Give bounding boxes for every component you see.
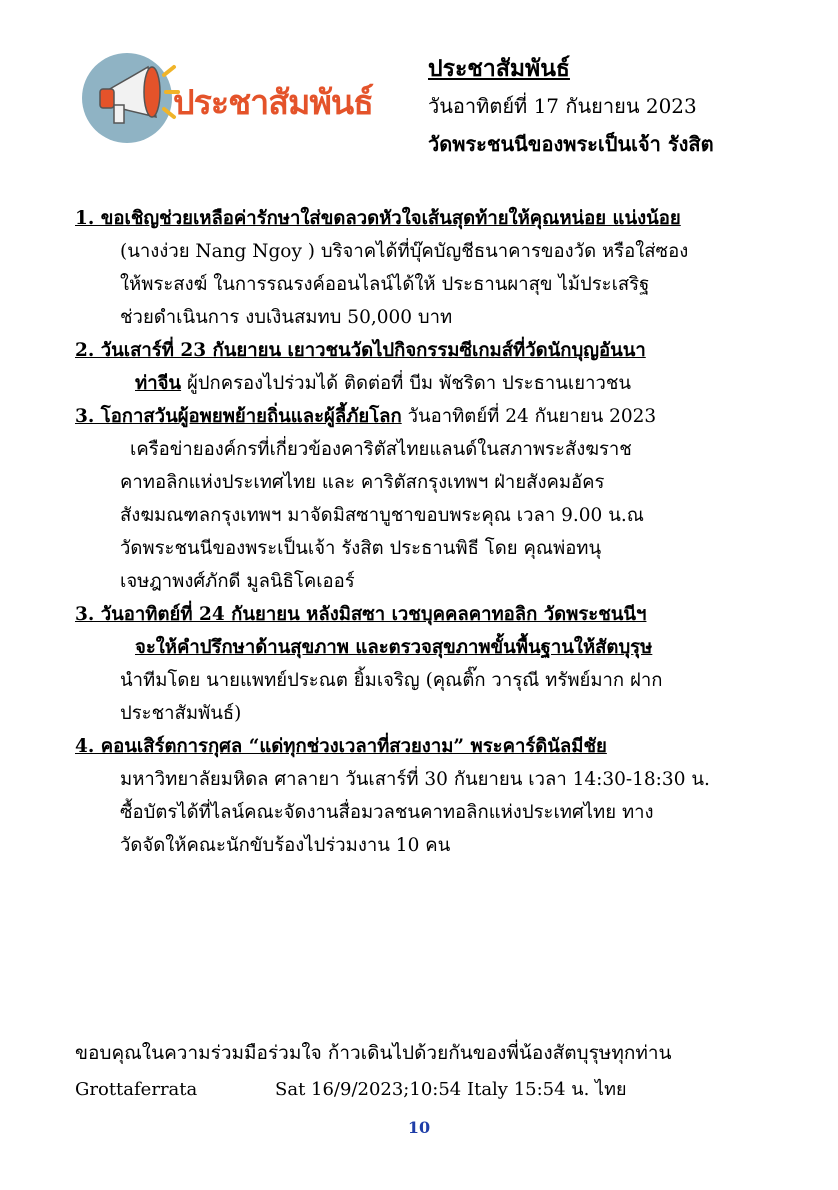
announcement-text [75,367,795,400]
announcement-text: (นางง่วย Nang Ngoy ) บริจาคได้ที่บุ๊คบัญชีธนาคารของวัด หรือใส่ซอง [120,241,689,262]
announcement-heading-line [75,400,795,433]
announcement-text: เครือข่ายองค์กรที่เกี่ยวข้องคาริตัสไทยแลนด์ในสภาพระสังฆราช [130,439,632,460]
footer-place: Grottaferrata [75,1079,198,1100]
announcement-heading: 1. ขอเชิญช่วยเหลือค่ารักษาใส่ขดลวดหัวใจเส้นสุดท้ายให้คุณหน่อย แน่งน้อย [75,208,681,229]
header [428,52,808,162]
announcement-item-2 [75,334,795,400]
announcement-heading-rest: วันอาทิตย์ที่ 24 กันยายน 2023 [401,406,657,427]
announcement-text: นำทีมโดย นายแพทย์ประณต ยิ้มเจริญ (คุณติ๊ก วารุณี ทรัพย์มาก ฝาก [120,670,663,691]
announcement-text: วัดพระชนนีของพระเป็นเจ้า รังสิต ประธานพิธี โดย คุณพ่อทนุ [120,538,602,559]
announcement-heading: 3. โอกาสวันผู้อพยพย้ายถิ่นและผู้ลี้ภัยโลก [75,406,402,427]
announcement-text-rest: ผู้ปกครองไปร่วมได้ ติดต่อที่ บีม พัชริดา ประธานเยาวชน [181,373,632,394]
header-church: วัดพระชนนีของพระเป็นเจ้า รังสิต [428,132,714,156]
announcement-heading: 3. วันอาทิตย์ที่ 24 กันยายน หลังมิสซา เวชบุคคลคาทอลิก วัดพระชนนีฯ [75,604,647,625]
footer [75,1072,627,1108]
announcement-item-5 [75,730,795,862]
megaphone-icon [78,45,188,150]
announcement-text: สังฆมณฑลกรุงเทพฯ มาจัดมิสซาบูชาขอบพระคุณ เวลา 9.00 น.ณ [120,505,644,526]
announcement-text: ช่วยดำเนินการ งบเงินสมทบ 50,000 บาท [120,307,453,328]
announcement-heading: 4. คอนเสิร์ตการกุศล “แด่ทุกช่วงเวลาที่สวยงาม” พระคาร์ดินัลมีชัย [75,736,607,757]
announcement-item-3 [75,400,795,598]
announcement-text: ประชาสัมพันธ์) [120,703,242,724]
thanks-message: ขอบคุณในความร่วมมือร่วมใจ ก้าวเดินไปด้วยกันของพี่น้องสัตบุรุษทุกท่าน [75,1042,672,1064]
announcement-heading-cont: จะให้คำปรึกษาด้านสุขภาพ และตรวจสุขภาพขั้นพื้นฐานให้สัตบุรุษ [135,637,653,658]
announcement-text: ให้พระสงฆ์ ในการรณรงค์ออนไลน์ได้ให้ ประธานผาสุข ไม้ประเสริฐ [120,274,650,295]
announcement-text: เจษฎาพงศ์ภักดี มูลนิธิโคเออร์ [120,571,355,592]
page-number: 10 [407,1118,431,1137]
announcement-text: คาทอลิกแห่งประเทศไทย และ คาริตัสกรุงเทพฯ ฝ่ายสังคมอัคร [120,472,605,493]
announcement-text: ซื้อบัตรได้ที่ไลน์คณะจัดงานสื่อมวลชนคาทอลิกแห่งประเทศไทย ทาง [120,802,654,823]
announcement-item-4 [75,598,795,730]
header-date: วันอาทิตย์ที่ 17 กันยายน 2023 [428,94,697,118]
announcement-list [75,202,795,862]
page-title: ประชาสัมพันธ์ [428,55,570,82]
logo-text: ประชาสัมพันธ์ [173,83,373,123]
announcement-text: วัดจัดให้คณะนักขับร้องไปร่วมงาน 10 คน [120,835,451,856]
announcement-item-1 [75,202,795,334]
announcement-text: มหาวิทยาลัยมหิดล ศาลายา วันเสาร์ที่ 30 กันยายน เวลา 14:30-18:30 น. [120,769,710,790]
footer-timestamp: Sat 16/9/2023;10:54 Italy 15:54 น. ไทย [275,1079,627,1100]
logo [78,45,388,150]
announcement-heading-cont: ท่าจีน [135,373,182,394]
announcement-heading: 2. วันเสาร์ที่ 23 กันยายน เยาวชนวัดไปกิจกรรมซีเกมส์ที่วัดนักบุญอันนา [75,340,646,361]
